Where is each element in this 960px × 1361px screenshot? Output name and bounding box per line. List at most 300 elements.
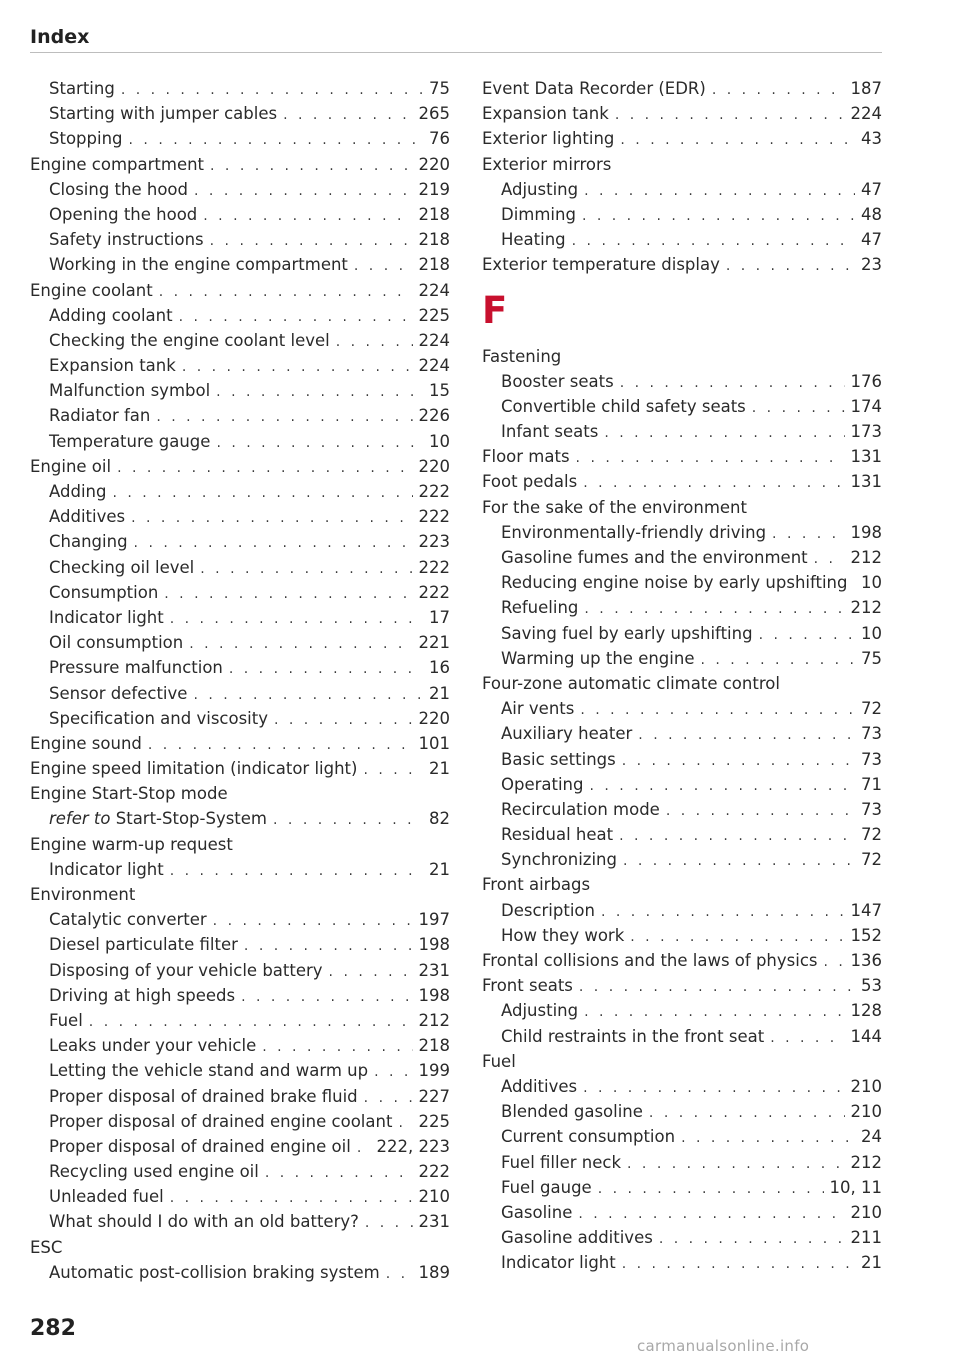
entry-text: Temperature gauge bbox=[49, 431, 211, 451]
dot-leader bbox=[772, 522, 844, 547]
entry-text: Proper disposal of drained brake fluid bbox=[49, 1086, 358, 1106]
dot-leader bbox=[203, 204, 412, 229]
page-reference: 21 bbox=[429, 683, 450, 703]
index-subentry bbox=[30, 101, 450, 126]
dot-leader bbox=[649, 1101, 845, 1126]
entry-text: Event Data Recorder (EDR) bbox=[482, 79, 706, 98]
index-subentry bbox=[482, 394, 882, 419]
entry-label bbox=[501, 822, 613, 847]
dot-leader bbox=[156, 405, 412, 430]
page-header-title: Index bbox=[30, 26, 90, 48]
page-reference: 224 bbox=[418, 330, 450, 350]
entry-text: Fuel bbox=[482, 1051, 516, 1071]
entry-label bbox=[482, 152, 611, 177]
dot-leader bbox=[112, 481, 412, 506]
entry-text: Warming up the engine bbox=[501, 648, 695, 668]
dot-leader bbox=[329, 960, 413, 985]
page-reference: 48 bbox=[861, 204, 882, 224]
page-reference: 222 bbox=[418, 1162, 450, 1182]
index-entry bbox=[30, 152, 450, 177]
index-subentry bbox=[30, 605, 450, 630]
dot-leader bbox=[583, 1076, 844, 1101]
index-subentry bbox=[30, 378, 450, 403]
entry-label bbox=[482, 76, 706, 101]
dot-leader bbox=[336, 330, 413, 355]
entry-label bbox=[482, 444, 570, 469]
entry-label bbox=[501, 898, 595, 923]
page-reference: 265 bbox=[418, 104, 450, 124]
dot-leader bbox=[210, 154, 412, 179]
entry-text: Auxiliary heater bbox=[501, 724, 633, 744]
page-reference: 75 bbox=[861, 648, 882, 668]
index-subentry bbox=[482, 1124, 882, 1149]
dot-leader bbox=[134, 531, 413, 556]
index-subentry bbox=[482, 1099, 882, 1124]
index-entry bbox=[30, 1235, 450, 1260]
index-subentry bbox=[30, 429, 450, 454]
entry-label bbox=[49, 681, 187, 706]
dot-leader bbox=[752, 396, 845, 421]
entry-label bbox=[49, 907, 207, 932]
entry-text: Fastening bbox=[482, 346, 562, 366]
entry-label bbox=[501, 646, 694, 671]
entry-label bbox=[49, 555, 194, 580]
entry-text: Recirculation mode bbox=[501, 799, 660, 819]
entry-text: Start-Stop-System bbox=[115, 809, 268, 829]
dot-leader bbox=[622, 749, 855, 774]
entry-label bbox=[49, 806, 267, 831]
entry-label bbox=[501, 1150, 621, 1175]
page-reference: 16 bbox=[429, 658, 450, 678]
page-reference: 23 bbox=[861, 255, 882, 275]
dot-leader bbox=[262, 1035, 412, 1060]
page-reference: 225 bbox=[418, 1111, 450, 1131]
entry-text: Working in the engine compartment bbox=[49, 255, 348, 275]
entry-text: Additives bbox=[501, 1076, 578, 1096]
entry-text: Stopping bbox=[49, 129, 123, 149]
dot-leader bbox=[182, 355, 413, 380]
entry-label bbox=[482, 126, 614, 151]
dot-leader bbox=[229, 657, 423, 682]
dot-leader bbox=[666, 799, 855, 824]
page-reference: 47 bbox=[861, 179, 882, 199]
entry-text: Front seats bbox=[482, 976, 573, 996]
index-entry bbox=[482, 469, 882, 494]
entry-text: Frontal collisions and the laws of physics bbox=[482, 951, 818, 970]
entry-text: Recycling used engine oil bbox=[49, 1162, 259, 1182]
entry-text: Oil consumption bbox=[49, 633, 184, 653]
index-entry bbox=[482, 495, 882, 520]
header-divider bbox=[30, 52, 882, 53]
page-reference: 224 bbox=[850, 104, 882, 124]
dot-leader bbox=[193, 683, 423, 708]
index-subentry bbox=[482, 847, 882, 872]
entry-label bbox=[501, 1175, 592, 1200]
dot-leader bbox=[622, 1252, 855, 1277]
page-reference: 21 bbox=[861, 1253, 882, 1273]
dot-leader bbox=[354, 254, 413, 279]
page-reference: 224 bbox=[418, 280, 450, 300]
entry-label bbox=[49, 378, 210, 403]
index-subentry bbox=[30, 706, 450, 731]
page-reference: 231 bbox=[418, 960, 450, 980]
entry-text: Consumption bbox=[49, 582, 159, 602]
dot-leader bbox=[374, 1060, 412, 1085]
entry-text: Automatic post-collision braking system bbox=[49, 1262, 380, 1282]
entry-text: Description bbox=[501, 900, 595, 920]
entry-text: Booster seats bbox=[501, 371, 614, 391]
dot-leader bbox=[630, 925, 844, 950]
section-letter: F bbox=[482, 289, 508, 332]
entry-text: Radiator fan bbox=[49, 406, 151, 426]
entry-label bbox=[482, 101, 609, 126]
page-reference: 71 bbox=[861, 774, 882, 794]
dot-leader bbox=[170, 859, 423, 884]
entry-label bbox=[501, 847, 617, 872]
page-reference: 212 bbox=[850, 1152, 882, 1172]
dot-leader bbox=[598, 1177, 824, 1202]
entry-text: Leaks under your vehicle bbox=[49, 1036, 257, 1056]
dot-leader bbox=[170, 607, 423, 632]
page-reference: 174 bbox=[850, 396, 882, 416]
index-entry bbox=[30, 454, 450, 479]
entry-text: Proper disposal of drained engine coolant bbox=[49, 1111, 393, 1131]
page-reference: 152 bbox=[850, 925, 882, 945]
index-entry bbox=[482, 1049, 882, 1074]
page-reference: 189 bbox=[418, 1262, 450, 1282]
entry-text: Saving fuel by early upshifting bbox=[501, 623, 753, 643]
page-reference: 10 bbox=[861, 573, 882, 593]
page-reference: 218 bbox=[418, 1036, 450, 1056]
index-subentry bbox=[30, 1184, 450, 1209]
index-subentry bbox=[30, 555, 450, 580]
index-subentry bbox=[482, 797, 882, 822]
dot-leader bbox=[189, 632, 412, 657]
page-reference: 210 bbox=[418, 1187, 450, 1207]
entry-text: Environment bbox=[30, 885, 136, 904]
dot-leader bbox=[583, 471, 844, 496]
index-entry bbox=[482, 76, 882, 101]
dot-leader bbox=[200, 557, 412, 582]
page-reference: 227 bbox=[418, 1086, 450, 1106]
index-subentry bbox=[30, 1058, 450, 1083]
entry-text: For the sake of the environment bbox=[482, 497, 747, 517]
dot-leader bbox=[590, 774, 856, 799]
entry-text: Checking the engine coolant level bbox=[49, 330, 330, 350]
entry-label bbox=[501, 1024, 764, 1049]
entry-label bbox=[482, 344, 561, 369]
page-reference: 222 bbox=[418, 582, 450, 602]
index-subentry bbox=[482, 545, 882, 570]
dot-leader bbox=[627, 1152, 844, 1177]
dot-leader bbox=[584, 597, 844, 622]
index-subentry bbox=[30, 303, 450, 328]
entry-text: Child restraints in the front seat bbox=[501, 1026, 765, 1046]
page-reference: 210 bbox=[850, 1102, 882, 1122]
page-reference: 73 bbox=[861, 799, 882, 819]
dot-leader bbox=[576, 446, 845, 471]
index-entry bbox=[30, 832, 450, 857]
entry-label bbox=[501, 570, 847, 595]
entry-label bbox=[30, 731, 142, 756]
page-reference: 218 bbox=[418, 204, 450, 224]
entry-text: Adding coolant bbox=[49, 305, 173, 325]
entry-label bbox=[49, 403, 150, 428]
dot-leader bbox=[148, 733, 413, 758]
entry-label bbox=[49, 1084, 358, 1109]
index-entry bbox=[482, 872, 882, 897]
page-reference: 21 bbox=[429, 759, 450, 779]
entry-text: Driving at high speeds bbox=[49, 985, 236, 1005]
entry-text: Current consumption bbox=[501, 1127, 676, 1147]
entry-label bbox=[482, 252, 720, 277]
dot-leader bbox=[210, 229, 413, 254]
index-entry bbox=[30, 731, 450, 756]
dot-leader bbox=[117, 456, 412, 481]
entry-text: Air vents bbox=[501, 699, 575, 719]
index-subentry bbox=[30, 504, 450, 529]
index-subentry bbox=[482, 369, 882, 394]
entry-text: Catalytic converter bbox=[49, 910, 207, 930]
entry-label bbox=[501, 227, 566, 252]
page-reference: 10, 11 bbox=[829, 1177, 882, 1197]
entry-text: Indicator light bbox=[501, 1253, 616, 1273]
entry-label bbox=[49, 252, 348, 277]
entry-label bbox=[482, 469, 577, 494]
entry-label bbox=[501, 797, 660, 822]
entry-label bbox=[49, 983, 235, 1008]
page-reference: 224 bbox=[418, 356, 450, 376]
entry-label bbox=[49, 303, 173, 328]
entry-text: Diesel particulate filter bbox=[49, 935, 238, 955]
index-subentry bbox=[30, 1134, 450, 1159]
dot-leader bbox=[274, 708, 413, 733]
entry-label bbox=[49, 227, 204, 252]
page-reference: 147 bbox=[850, 900, 882, 920]
page-reference: 210 bbox=[850, 1202, 882, 1222]
entry-label bbox=[501, 1099, 643, 1124]
dot-leader bbox=[273, 808, 423, 833]
page-reference: 131 bbox=[850, 472, 882, 492]
page-reference: 72 bbox=[861, 699, 882, 719]
page-reference: 231 bbox=[418, 1212, 450, 1232]
entry-text: Opening the hood bbox=[49, 204, 198, 224]
page-reference: 198 bbox=[418, 985, 450, 1005]
dot-leader bbox=[604, 421, 844, 446]
index-subentry bbox=[30, 1209, 450, 1234]
index-subentry bbox=[482, 998, 882, 1023]
dot-leader bbox=[681, 1126, 855, 1151]
entry-label bbox=[49, 177, 188, 202]
index-subentry bbox=[30, 252, 450, 277]
entry-label bbox=[501, 520, 766, 545]
index-entry bbox=[482, 126, 882, 151]
index-entry bbox=[482, 948, 882, 973]
entry-text: Gasoline bbox=[501, 1202, 573, 1222]
page-reference: 212 bbox=[850, 598, 882, 618]
entry-label bbox=[49, 353, 176, 378]
page-reference: 199 bbox=[418, 1061, 450, 1081]
entry-text: Engine Start-Stop mode bbox=[30, 784, 228, 804]
dot-leader bbox=[216, 380, 423, 405]
entry-text: Expansion tank bbox=[482, 104, 609, 124]
entry-text: Engine sound bbox=[30, 733, 142, 753]
index-subentry bbox=[482, 747, 882, 772]
dot-leader bbox=[580, 698, 855, 723]
entry-text: Pressure malfunction bbox=[49, 658, 223, 678]
index-subentry bbox=[482, 721, 882, 746]
dot-leader bbox=[216, 431, 423, 456]
entry-label bbox=[49, 1209, 359, 1234]
page-reference: 17 bbox=[429, 607, 450, 627]
entry-text: Infant seats bbox=[501, 422, 599, 442]
index-subentry bbox=[482, 822, 882, 847]
page-reference: 220 bbox=[418, 708, 450, 728]
page-reference: 10 bbox=[861, 623, 882, 643]
entry-text: Dimming bbox=[501, 204, 576, 224]
page-reference: 220 bbox=[418, 154, 450, 174]
page-reference: 176 bbox=[850, 371, 882, 391]
entry-label bbox=[49, 1184, 164, 1209]
page-reference: 73 bbox=[861, 749, 882, 769]
index-entry bbox=[482, 671, 882, 696]
entry-text: Fuel gauge bbox=[501, 1177, 592, 1197]
entry-label bbox=[501, 747, 616, 772]
entry-label bbox=[30, 781, 228, 806]
entry-label bbox=[49, 101, 277, 126]
page-reference: 72 bbox=[861, 850, 882, 870]
dot-leader bbox=[584, 179, 855, 204]
dot-leader bbox=[814, 547, 845, 572]
index-subentry bbox=[482, 1250, 882, 1275]
entry-text: Convertible child safety seats bbox=[501, 396, 746, 416]
dot-leader bbox=[759, 623, 855, 648]
index-subentry bbox=[482, 898, 882, 923]
page-reference: 75 bbox=[429, 79, 450, 98]
dot-leader bbox=[578, 1202, 844, 1227]
entry-label bbox=[482, 973, 573, 998]
entry-text: Four-zone automatic climate control bbox=[482, 673, 780, 693]
index-subentry bbox=[30, 630, 450, 655]
dot-leader bbox=[131, 506, 412, 531]
dot-leader bbox=[194, 179, 412, 204]
entry-text: Adding bbox=[49, 482, 107, 501]
entry-label bbox=[49, 126, 123, 151]
index-entry bbox=[30, 756, 450, 781]
index-subentry bbox=[482, 923, 882, 948]
entry-text: Indicator light bbox=[49, 607, 164, 627]
index-column-right bbox=[482, 76, 882, 1275]
dot-leader bbox=[853, 572, 855, 597]
entry-label bbox=[49, 655, 223, 680]
entry-text: Checking oil level bbox=[49, 557, 195, 577]
entry-prefix: refer to bbox=[49, 809, 111, 829]
page-reference: 173 bbox=[850, 422, 882, 442]
entry-label bbox=[49, 630, 183, 655]
entry-text: Starting with jumper cables bbox=[49, 104, 278, 124]
dot-leader bbox=[265, 1161, 413, 1186]
dot-leader bbox=[386, 1262, 413, 1287]
page-reference: 222, 223 bbox=[376, 1136, 450, 1156]
dot-leader bbox=[244, 934, 413, 959]
page-reference: 187 bbox=[850, 79, 882, 98]
page-reference: 24 bbox=[861, 1127, 882, 1147]
dot-leader bbox=[241, 985, 412, 1010]
index-entry bbox=[30, 882, 450, 907]
entry-text: Engine speed limitation (indicator light) bbox=[30, 759, 358, 779]
entry-text: Unleaded fuel bbox=[49, 1187, 164, 1207]
index-subentry bbox=[30, 1033, 450, 1058]
dot-leader bbox=[584, 1000, 844, 1025]
page-reference: 223 bbox=[418, 532, 450, 552]
index-subentry bbox=[30, 1084, 450, 1109]
page-reference: 218 bbox=[418, 255, 450, 275]
entry-label bbox=[482, 671, 780, 696]
index-subentry bbox=[30, 227, 450, 252]
entry-label bbox=[49, 479, 106, 504]
entry-label bbox=[49, 328, 330, 353]
entry-text: Exterior temperature display bbox=[482, 255, 720, 275]
index-subentry bbox=[30, 1109, 450, 1134]
index-subentry bbox=[482, 177, 882, 202]
dot-leader bbox=[364, 1086, 413, 1111]
entry-label bbox=[482, 1049, 516, 1074]
entry-label bbox=[49, 202, 197, 227]
entry-text: Proper disposal of drained engine oil bbox=[49, 1136, 351, 1156]
index-column-left bbox=[30, 76, 450, 1285]
index-subentry bbox=[30, 806, 450, 831]
dot-leader bbox=[582, 204, 855, 229]
page-reference: 76 bbox=[429, 129, 450, 149]
page-reference: 219 bbox=[418, 179, 450, 199]
page-reference: 212 bbox=[418, 1010, 450, 1030]
entry-text: Reducing engine noise by early upshifting bbox=[501, 573, 848, 593]
entry-label bbox=[501, 394, 746, 419]
page-reference: 211 bbox=[850, 1228, 882, 1248]
page-reference: 21 bbox=[429, 859, 450, 879]
dot-leader bbox=[638, 723, 855, 748]
dot-leader bbox=[121, 78, 423, 103]
entry-label bbox=[49, 1159, 259, 1184]
page-reference: 198 bbox=[418, 935, 450, 955]
index-subentry bbox=[30, 479, 450, 504]
index-entry bbox=[482, 252, 882, 277]
index-subentry bbox=[482, 621, 882, 646]
index-subentry bbox=[482, 1074, 882, 1099]
index-entry bbox=[30, 278, 450, 303]
index-subentry bbox=[30, 857, 450, 882]
entry-label bbox=[501, 202, 576, 227]
entry-text: Malfunction symbol bbox=[49, 381, 211, 401]
entry-label bbox=[30, 278, 153, 303]
entry-text: Changing bbox=[49, 532, 128, 552]
index-subentry bbox=[30, 1159, 450, 1184]
index-entry bbox=[482, 973, 882, 998]
entry-text: Specification and viscosity bbox=[49, 708, 268, 728]
entry-label bbox=[49, 76, 115, 101]
page-reference: 53 bbox=[861, 976, 882, 996]
index-subentry bbox=[30, 932, 450, 957]
entry-label bbox=[501, 1124, 675, 1149]
index-subentry bbox=[30, 580, 450, 605]
index-entry bbox=[482, 101, 882, 126]
entry-text: Expansion tank bbox=[49, 356, 176, 376]
entry-label bbox=[49, 1008, 83, 1033]
entry-label bbox=[501, 696, 574, 721]
entry-text: Gasoline additives bbox=[501, 1228, 653, 1248]
dot-leader bbox=[712, 78, 845, 103]
entry-label bbox=[49, 1058, 368, 1083]
